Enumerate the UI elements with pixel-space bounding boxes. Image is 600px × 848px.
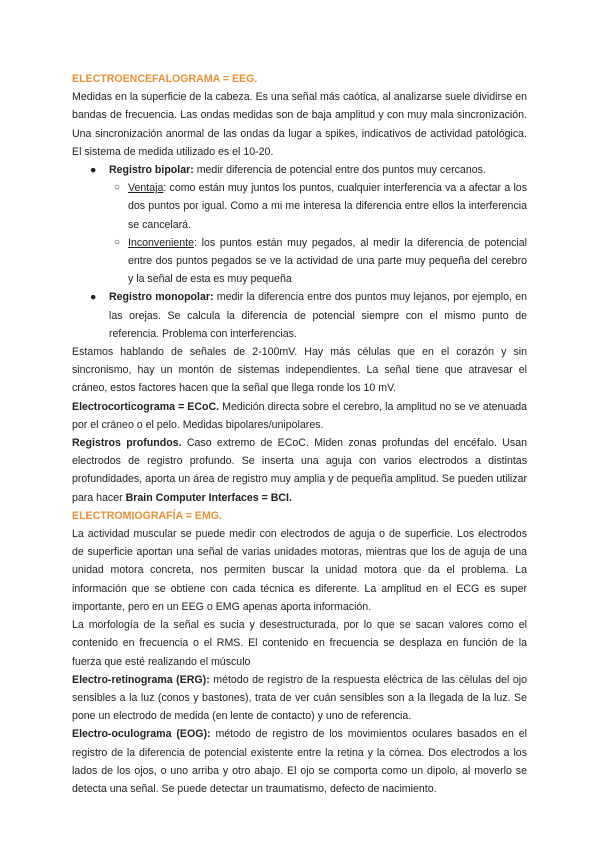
eog-title: Electro-oculograma (EOG): xyxy=(72,728,211,741)
ecoc-text: Medición directa sobre el cerebro, la amplitud no se ve atenuada por el cráneo o el pelo. Medidas bipolares/unipolares. xyxy=(72,400,528,431)
signals-paragraph: Estamos hablando de señales de 2-100mV. Hay más células que en el corazón y sin sincronismo, hay un montón de sistemas independientes. La señal tiene que atravesar el cráneo, estos factores hacen que la señal que llega ronde los 10 mV. xyxy=(72,346,527,395)
deep-title: Registros profundos. xyxy=(72,437,182,450)
emg-paragraph-1: La actividad muscular se puede medir con electrodos de aguja o de superficie. Los electrodos de superficie aportan una señal de varias unidades motoras, mientras que los de aguja de una unidad motora concreta, nos permiten buscar la unidad motora que da el problema. La información que se obtiene con cada técnica es diferente. La amplitud en el ECG es super importante, pero en un EEG o EMG apenas aporta información. xyxy=(72,528,527,613)
eog-paragraph xyxy=(72,725,527,798)
ventaja-label: Ventaja xyxy=(128,182,164,195)
erg-text: método de registro de la respuesta eléctrica de las células del ojo sensibles a la luz (conos y bastones), trata de ver cuán sensibles son a la llegada de la luz. Se pone un electrodo de medida (en lente de contacto) y uno de referencia. xyxy=(72,673,527,723)
list-item-monopolar xyxy=(90,288,527,343)
monopolar-title: Registro monopolar: xyxy=(109,291,214,304)
erg-paragraph xyxy=(72,671,527,726)
eog-text: método de registro de los movimientos oculares basados en el registro de la diferencia de potencial existente entre la retina y la córnea. Dos electrodos a los lados de los ojos, o uno arriba y otro abajo. El ojo se comporta como un dipolo, al moverlo se detecta una señal. Se puede detectar un traumatismo, defecto de nacimiento. xyxy=(72,728,527,795)
bipolar-sublist xyxy=(109,179,527,288)
ecoc-paragraph xyxy=(72,398,527,434)
circle-bullet-icon: ○ xyxy=(114,182,121,194)
eeg-intro: Medidas en la superficie de la cabeza. Es una señal más caótica, al analizarse suele dividirse en bandas de frecuencia. Las ondas medidas son de baja amplitud y con muy mala sincronización. Una sincronización anormal de las ondas da lugar a spikes, indicativos de actividad patológica. El sistema de medida utilizado es el 10-20. xyxy=(72,91,527,158)
deep-text: Caso extremo de ECoC. Miden zonas profundas del encéfalo. Usan electrodos de registro profundo. Se inserta una aguja con varios electrodos a distintas profundidades, aporta un área de registro muy amplia y de pequeña amplitud. Se pueden utilizar para hacer xyxy=(72,437,527,504)
erg-title: Electro-retinograma (ERG): xyxy=(72,673,210,686)
recording-types-list xyxy=(72,161,527,343)
list-item-bipolar xyxy=(90,161,527,288)
monopolar-text: medir la diferencia entre dos puntos muy lejanos, por ejemplo, en las orejas. Se calcula la diferencia de potencial siempre con el mismo punto de referencia. Problema con interferencias. xyxy=(109,291,527,340)
inconveniente-text: : los puntos están muy pegados, al medir la diferencia de potencial entre dos puntos pegados se ve la actividad de una parte muy pequeña del cerebro y la señal de esta es muy pequeña xyxy=(128,236,527,286)
ecoc-title: Electrocorticograma = ECoC. xyxy=(72,400,220,413)
deep-paragraph xyxy=(72,434,527,507)
ventaja-text: : como están muy juntos los puntos, cualquier interferencia va a afectar a los dos puntos por igual. Como a mi me interesa la diferencia entre ellos la interferencia se cancelará. xyxy=(128,182,527,231)
bci-term: Brain Computer Interfaces = BCI. xyxy=(125,491,292,504)
eeg-heading: ELECTROENCEFALOGRAMA = EEG. xyxy=(72,73,258,85)
list-item-ventaja xyxy=(114,179,527,234)
bullet-icon: ● xyxy=(90,164,97,177)
bipolar-text: medir diferencia de potencial entre dos puntos muy cercanos. xyxy=(193,164,486,177)
document-page xyxy=(72,70,527,798)
emg-heading: ELECTROMIOGRAFÍA = EMG. xyxy=(72,509,222,522)
list-item-inconveniente xyxy=(114,234,527,289)
bullet-icon: ● xyxy=(90,291,97,304)
circle-bullet-icon: ○ xyxy=(114,236,121,248)
bipolar-title: Registro bipolar: xyxy=(109,164,194,177)
emg-paragraph-2: La morfología de la señal es sucia y desestructurada, por lo que se sacan valores como el contenido en frecuencia o el RMS. El contenido en frecuencia se desplaza en función de la fuerza que esté realizando el músculo xyxy=(72,619,527,668)
inconveniente-label: Inconveniente xyxy=(128,236,194,249)
